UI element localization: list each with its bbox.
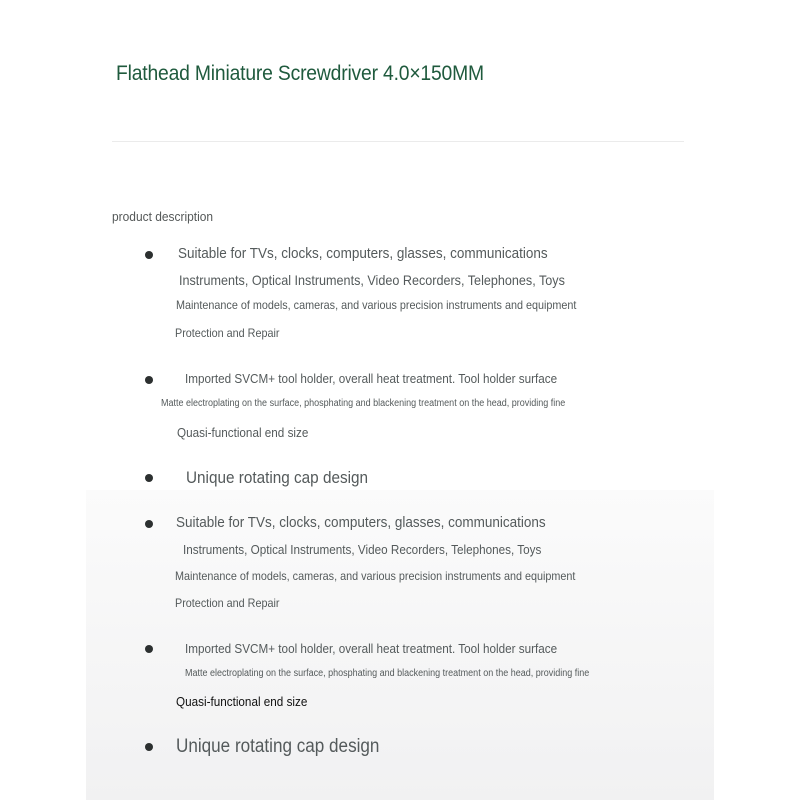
description-line: Matte electroplating on the surface, phosphating and blackening treatment on the head, providing fine — [161, 398, 566, 409]
title-divider — [112, 141, 684, 142]
page-title: Flathead Miniature Screwdriver 4.0×150MM — [116, 62, 484, 85]
bullet-dot — [145, 743, 153, 751]
description-line: Imported SVCM+ tool holder, overall heat treatment. Tool holder surface — [185, 641, 558, 656]
bullet-dot — [145, 474, 153, 482]
description-line: Protection and Repair — [175, 596, 280, 610]
section-label: product description — [112, 209, 214, 224]
bullet-dot — [145, 376, 153, 384]
description-line: Instruments, Optical Instruments, Video Recorders, Telephones, Toys — [179, 272, 565, 288]
description-line: Imported SVCM+ tool holder, overall heat treatment. Tool holder surface — [185, 371, 558, 386]
bullet-dot — [145, 520, 153, 528]
description-line: Quasi-functional end size — [177, 425, 309, 440]
description-line: Suitable for TVs, clocks, computers, glasses, communications — [178, 245, 548, 262]
description-line: Protection and Repair — [175, 326, 280, 340]
bullet-dot — [145, 251, 153, 259]
description-line: Maintenance of models, cameras, and various precision instruments and equipment — [176, 298, 577, 312]
description-line: Instruments, Optical Instruments, Video Recorders, Telephones, Toys — [183, 542, 542, 557]
description-line: Matte electroplating on the surface, phosphating and blackening treatment on the head, providing fine — [185, 668, 590, 679]
description-line: Suitable for TVs, clocks, computers, glasses, communications — [176, 514, 546, 531]
bullet-dot — [145, 645, 153, 653]
description-line: Unique rotating cap design — [186, 468, 369, 487]
description-line: Maintenance of models, cameras, and various precision instruments and equipment — [175, 569, 576, 583]
description-line: Quasi-functional end size — [176, 694, 308, 709]
description-line: Unique rotating cap design — [176, 736, 380, 757]
